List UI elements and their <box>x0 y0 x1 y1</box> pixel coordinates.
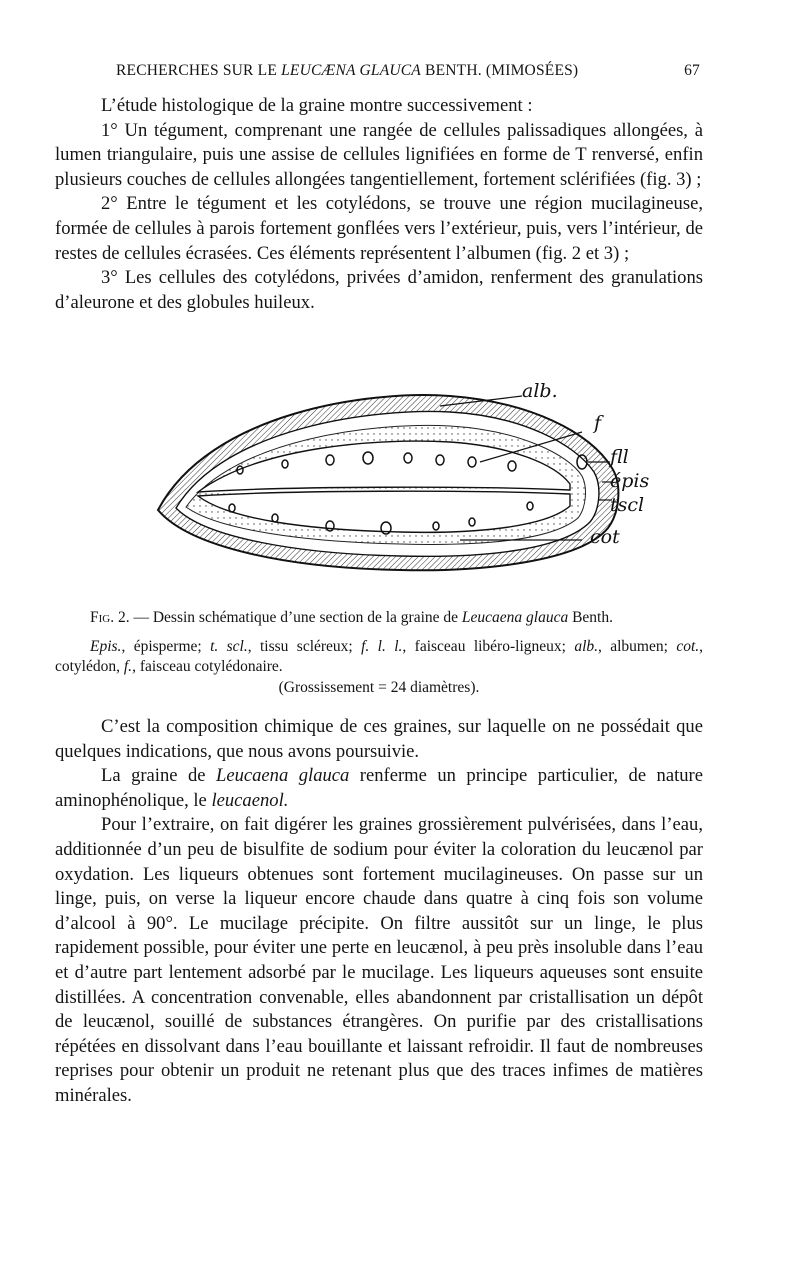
paragraph-composition: C’est la composition chimique de ces graines, sur laquelle on ne possédait que quelques indications, que nous avons poursuivie. <box>55 716 703 762</box>
page-number: 67 <box>684 62 700 79</box>
caption-title: Fig. 2. — Dessin schématique d’une section de la graine de Leucaena glauca Benth. <box>90 609 613 626</box>
label-cot: cot <box>590 526 620 548</box>
running-head <box>90 62 700 86</box>
caption-fig-number: Fig. 2. <box>90 609 130 626</box>
label-tscl: tscl <box>610 494 645 516</box>
bottom-text-block <box>55 715 703 1109</box>
paragraph-albumen: 2° Entre le tégument et les cotylédons, se trouve une région mucilagineuse, formée de cellules à parois fortement gonflées vers l’extérieur, puis, vers l’intérieur, de restes de cellules écrasées. Ces éléments représentent l’albumen (fig. 2 et 3) ; <box>55 193 703 264</box>
label-epis: épis <box>610 470 650 492</box>
caption-magnification: (Grossissement = 24 diamètres). <box>278 678 480 696</box>
label-albumen: alb. <box>522 380 558 402</box>
paragraph-leucaenol: La graine de Leucaena glauca renferme un principe particulier, de nature aminophénolique, le leucaenol. <box>55 765 703 811</box>
top-text-block <box>55 94 703 315</box>
paragraph-tegument: 1° Un tégument, comprenant une rangée de cellules palissadiques allongées, à lumen triangulaire, puis une assise de cellules lignifiées en forme de T renversé, enfin plusieurs couches de cellules allongées tangentiellement, fortement sclérifiées (fig. 3) ; <box>55 119 703 190</box>
label-f: f <box>594 412 602 434</box>
paragraph-intro: L’étude histologique de la graine montre successivement : <box>101 95 533 116</box>
seed-section-drawing <box>150 372 670 587</box>
paragraph-extraction: Pour l’extraire, on fait digérer les graines grossièrement pulvérisées, dans l’eau, additionnée d’un peu de bisulfite de sodium pour éviter la coloration du leucænol par oxydation. Les liqueurs obtenues sont fortement mucilagineuses. On passe sur un linge, puis, on verse la liqueur encore chaude dans quatre à cinq fois son volume d’alcool à 90°. Le mucilage précipite. On filtre aussitôt sur un linge, le plus rapidement possible, pour éviter une perte en leucænol, à peu près insoluble dans l’eau et d’autre part lentement adsorbé par le mucilage. Les liqueurs aqueuses sont ensuite distillées. A concentration convenable, elles abandonnent par cristallisation un dépôt de leucænol, souillé de substances étrangères. On purifie par des cristallisations répétées en dissolvant dans l’eau bouillante et laissant refroidir. Il faut de nombreuses reprises pour obtenir un produit ne retenant plus que des traces infimes de matières minérales. <box>55 814 703 1106</box>
label-fll: fll <box>610 446 629 468</box>
caption-legend: Epis., épisperme; t. scl., tissu scléreux; f. l. l., faisceau libéro-ligneux; alb., albumen; cot., cotylédon, f., faisceau cotylédonaire. <box>55 637 703 675</box>
figure-caption <box>55 608 703 698</box>
seed-section-figure <box>150 372 670 587</box>
running-head-title: RECHERCHES SUR LE LEUCÆNA GLAUCA BENTH. (MIMOSÉES) <box>116 62 579 79</box>
paragraph-cotyledons: 3° Les cellules des cotylédons, privées d’amidon, renferment des granulations d’aleurone et des globules huileux. <box>55 267 703 313</box>
